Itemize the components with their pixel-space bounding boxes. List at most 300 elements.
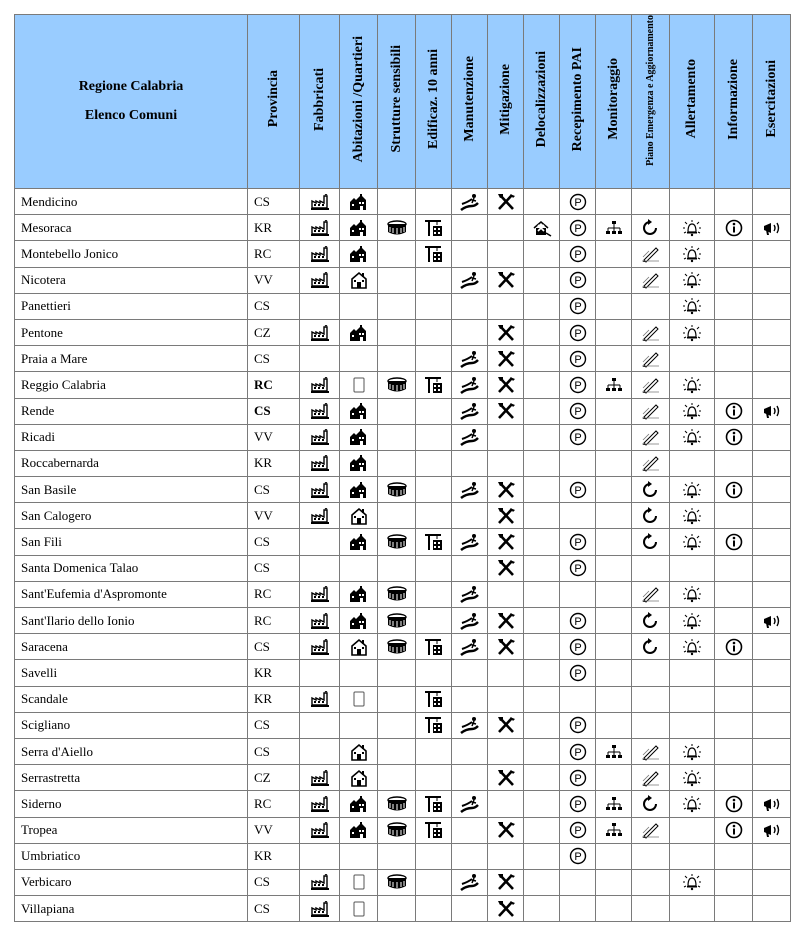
cell-piano (632, 319, 670, 345)
cell-delocalizzazioni (524, 738, 560, 764)
pen-icon (641, 821, 661, 839)
col-header-mitigazione: Mitigazione (488, 15, 524, 189)
cell-strutture (378, 215, 416, 241)
title-list: Elenco Comuni (84, 108, 178, 123)
cell-piano (632, 608, 670, 634)
cell-delocalizzazioni (524, 450, 560, 476)
cell-fabbricati (300, 712, 340, 738)
megaphone-icon (762, 402, 782, 420)
cell-mitigazione (488, 241, 524, 267)
cell-mitigazione (488, 765, 524, 791)
cell-strutture (378, 686, 416, 712)
cell-abitazioni (340, 634, 378, 660)
cell-edificaz (416, 869, 452, 895)
road-maintenance-icon (460, 873, 480, 891)
tools-icon (496, 821, 516, 839)
cell-delocalizzazioni (524, 372, 560, 398)
p-circle-icon (568, 743, 588, 761)
cell-delocalizzazioni (524, 398, 560, 424)
p-circle-icon (568, 193, 588, 211)
cell-edificaz (416, 189, 452, 215)
cell-mitigazione (488, 791, 524, 817)
cell-recepimento (560, 189, 596, 215)
cell-strutture (378, 319, 416, 345)
cell-fabbricati (300, 738, 340, 764)
cell-allertamento (670, 581, 715, 607)
cell-monitoraggio (596, 555, 632, 581)
cell-esercitazioni (753, 398, 791, 424)
cell-abitazioni (340, 372, 378, 398)
stadium-icon (387, 585, 407, 603)
cell-mitigazione (488, 608, 524, 634)
tools-icon (496, 533, 516, 551)
p-circle-icon (568, 376, 588, 394)
cell-monitoraggio (596, 215, 632, 241)
cell-edificaz (416, 398, 452, 424)
cell-allertamento (670, 215, 715, 241)
factory-icon (310, 769, 330, 787)
cell-esercitazioni (753, 686, 791, 712)
col-header-edificaz: Edificaz. 10 anni (416, 15, 452, 189)
megaphone-icon (762, 612, 782, 630)
cell-piano (632, 843, 670, 869)
alarm-bell-icon (682, 402, 702, 420)
cell-fabbricati (300, 817, 340, 843)
cell-piano (632, 424, 670, 450)
cell-monitoraggio (596, 503, 632, 529)
cell-abitazioni (340, 555, 378, 581)
p-circle-icon (568, 795, 588, 813)
col-header-abitazioni: Abitazioni /Quartieri (340, 15, 378, 189)
factory-icon (310, 612, 330, 630)
cell-informazione (715, 634, 753, 660)
factory-icon (310, 428, 330, 446)
megaphone-icon (762, 219, 782, 237)
cell-fabbricati (300, 869, 340, 895)
info-icon (724, 533, 744, 551)
stadium-icon (387, 481, 407, 499)
cell-allertamento (670, 450, 715, 476)
cell-piano (632, 686, 670, 712)
table-row (15, 581, 791, 607)
comune-name: Siderno (15, 791, 248, 817)
cell-monitoraggio (596, 450, 632, 476)
cell-piano (632, 293, 670, 319)
cell-strutture (378, 267, 416, 293)
table-row (15, 791, 791, 817)
alarm-bell-icon (682, 507, 702, 525)
cell-fabbricati (300, 215, 340, 241)
provincia-code: RC (248, 581, 300, 607)
cell-esercitazioni (753, 503, 791, 529)
table-row (15, 241, 791, 267)
cell-manutenzione (452, 267, 488, 293)
cell-mitigazione (488, 372, 524, 398)
cell-informazione (715, 738, 753, 764)
cell-recepimento (560, 503, 596, 529)
svg-text:P: P (573, 720, 582, 733)
table-row (15, 608, 791, 634)
houses-icon (349, 795, 369, 813)
house-outline-icon (349, 507, 369, 525)
svg-text:P: P (573, 484, 582, 497)
cell-recepimento (560, 555, 596, 581)
cell-delocalizzazioni (524, 319, 560, 345)
tools-icon (496, 638, 516, 656)
factory-icon (310, 402, 330, 420)
cell-monitoraggio (596, 319, 632, 345)
cell-recepimento (560, 712, 596, 738)
cell-piano (632, 477, 670, 503)
factory-icon (310, 900, 330, 918)
comune-name: Rende (15, 398, 248, 424)
cell-esercitazioni (753, 765, 791, 791)
cell-monitoraggio (596, 189, 632, 215)
cell-edificaz (416, 843, 452, 869)
cell-fabbricati (300, 843, 340, 869)
road-maintenance-icon (460, 533, 480, 551)
alarm-bell-icon (682, 428, 702, 446)
cell-mitigazione (488, 293, 524, 319)
table-row (15, 346, 791, 372)
cell-monitoraggio (596, 477, 632, 503)
provincia-code: CS (248, 189, 300, 215)
p-circle-icon (568, 481, 588, 499)
stadium-icon (387, 638, 407, 656)
info-icon (724, 638, 744, 656)
road-maintenance-icon (460, 612, 480, 630)
road-maintenance-icon (460, 376, 480, 394)
network-icon (604, 219, 624, 237)
cell-informazione (715, 843, 753, 869)
cell-delocalizzazioni (524, 817, 560, 843)
alarm-bell-icon (682, 219, 702, 237)
factory-icon (310, 454, 330, 472)
cell-delocalizzazioni (524, 293, 560, 319)
col-header-piano: Piano Emergenza e Aggiornamento (632, 15, 670, 189)
cell-fabbricati (300, 372, 340, 398)
p-circle-icon (568, 716, 588, 734)
cell-monitoraggio (596, 712, 632, 738)
table-row (15, 319, 791, 345)
p-circle-icon (568, 638, 588, 656)
cell-strutture (378, 581, 416, 607)
title-region: Regione Calabria (78, 79, 184, 94)
cell-fabbricati (300, 765, 340, 791)
svg-text:P: P (573, 432, 582, 445)
comune-name: Tropea (15, 817, 248, 843)
network-icon (604, 376, 624, 394)
cell-edificaz (416, 477, 452, 503)
cell-informazione (715, 869, 753, 895)
cell-manutenzione (452, 843, 488, 869)
cell-monitoraggio (596, 241, 632, 267)
info-icon (724, 219, 744, 237)
cell-mitigazione (488, 189, 524, 215)
building-crane-icon (424, 638, 444, 656)
cell-informazione (715, 503, 753, 529)
cell-delocalizzazioni (524, 346, 560, 372)
cell-manutenzione (452, 634, 488, 660)
cell-delocalizzazioni (524, 712, 560, 738)
cell-informazione (715, 241, 753, 267)
cell-piano (632, 189, 670, 215)
tools-icon (496, 873, 516, 891)
table-row (15, 869, 791, 895)
table-row (15, 686, 791, 712)
cell-strutture (378, 372, 416, 398)
comune-name: Umbriatico (15, 843, 248, 869)
cell-fabbricati (300, 660, 340, 686)
cell-allertamento (670, 319, 715, 345)
cell-allertamento (670, 765, 715, 791)
cell-esercitazioni (753, 869, 791, 895)
svg-text:P: P (573, 406, 582, 419)
svg-text:P: P (573, 353, 582, 366)
refresh-icon (641, 638, 661, 656)
cell-edificaz (416, 241, 452, 267)
cell-informazione (715, 712, 753, 738)
cell-recepimento (560, 346, 596, 372)
cell-informazione (715, 581, 753, 607)
cell-fabbricati (300, 319, 340, 345)
cell-esercitazioni (753, 843, 791, 869)
cell-manutenzione (452, 477, 488, 503)
cell-abitazioni (340, 189, 378, 215)
cell-manutenzione (452, 529, 488, 555)
cell-delocalizzazioni (524, 555, 560, 581)
cell-mitigazione (488, 686, 524, 712)
provincia-code: CS (248, 477, 300, 503)
cell-delocalizzazioni (524, 529, 560, 555)
table-row (15, 450, 791, 476)
cell-edificaz (416, 765, 452, 791)
cell-manutenzione (452, 398, 488, 424)
cell-monitoraggio (596, 817, 632, 843)
pen-icon (641, 743, 661, 761)
tools-icon (496, 559, 516, 577)
cell-mitigazione (488, 634, 524, 660)
cell-delocalizzazioni (524, 634, 560, 660)
refresh-icon (641, 481, 661, 499)
cell-piano (632, 346, 670, 372)
table-row (15, 398, 791, 424)
provincia-code: RC (248, 608, 300, 634)
cell-esercitazioni (753, 215, 791, 241)
cell-manutenzione (452, 791, 488, 817)
cell-abitazioni (340, 450, 378, 476)
cell-delocalizzazioni (524, 189, 560, 215)
cell-edificaz (416, 346, 452, 372)
cell-informazione (715, 765, 753, 791)
cell-piano (632, 869, 670, 895)
cell-piano (632, 791, 670, 817)
cell-strutture (378, 608, 416, 634)
road-maintenance-icon (460, 428, 480, 446)
cell-strutture (378, 293, 416, 319)
cell-informazione (715, 608, 753, 634)
cell-recepimento (560, 529, 596, 555)
tools-icon (496, 481, 516, 499)
cell-informazione (715, 896, 753, 922)
refresh-icon (641, 612, 661, 630)
cell-esercitazioni (753, 450, 791, 476)
alarm-bell-icon (682, 376, 702, 394)
provincia-code: KR (248, 660, 300, 686)
cell-fabbricati (300, 346, 340, 372)
svg-text:P: P (573, 248, 582, 261)
factory-icon (310, 507, 330, 525)
cell-recepimento (560, 896, 596, 922)
cell-informazione (715, 660, 753, 686)
pen-icon (641, 454, 661, 472)
svg-text:P: P (573, 825, 582, 838)
comune-name: Serra d'Aiello (15, 738, 248, 764)
table-row (15, 424, 791, 450)
tools-icon (496, 900, 516, 918)
cell-informazione (715, 555, 753, 581)
cell-abitazioni (340, 241, 378, 267)
p-circle-icon (568, 769, 588, 787)
cell-recepimento (560, 477, 596, 503)
p-circle-icon (568, 612, 588, 630)
cell-piano (632, 241, 670, 267)
cell-allertamento (670, 267, 715, 293)
cell-delocalizzazioni (524, 424, 560, 450)
cell-fabbricati (300, 581, 340, 607)
comune-name: Savelli (15, 660, 248, 686)
houses-icon (349, 428, 369, 446)
houses-icon (349, 245, 369, 263)
cell-informazione (715, 424, 753, 450)
cell-mitigazione (488, 555, 524, 581)
alarm-bell-icon (682, 612, 702, 630)
cell-delocalizzazioni (524, 581, 560, 607)
cell-allertamento (670, 346, 715, 372)
cell-mitigazione (488, 398, 524, 424)
table-row (15, 896, 791, 922)
p-circle-icon (568, 324, 588, 342)
cell-manutenzione (452, 896, 488, 922)
stadium-icon (387, 612, 407, 630)
cell-abitazioni (340, 765, 378, 791)
cell-recepimento (560, 241, 596, 267)
megaphone-icon (762, 821, 782, 839)
cell-mitigazione (488, 319, 524, 345)
table-row (15, 765, 791, 791)
table-row (15, 738, 791, 764)
cell-strutture (378, 346, 416, 372)
svg-text:P: P (573, 301, 582, 314)
info-icon (724, 402, 744, 420)
cell-strutture (378, 843, 416, 869)
alarm-bell-icon (682, 297, 702, 315)
cell-strutture (378, 477, 416, 503)
cell-fabbricati (300, 608, 340, 634)
info-icon (724, 481, 744, 499)
road-maintenance-icon (460, 350, 480, 368)
cell-allertamento (670, 398, 715, 424)
cell-piano (632, 372, 670, 398)
cell-manutenzione (452, 293, 488, 319)
cell-allertamento (670, 555, 715, 581)
svg-text:P: P (573, 746, 582, 759)
tools-icon (496, 769, 516, 787)
cell-abitazioni (340, 686, 378, 712)
cell-informazione (715, 189, 753, 215)
p-circle-icon (568, 559, 588, 577)
cell-esercitazioni (753, 660, 791, 686)
table-header (15, 15, 791, 189)
cell-edificaz (416, 686, 452, 712)
stadium-icon (387, 821, 407, 839)
houses-icon (349, 324, 369, 342)
stadium-icon (387, 795, 407, 813)
factory-icon (310, 193, 330, 211)
cell-recepimento (560, 424, 596, 450)
cell-informazione (715, 346, 753, 372)
cell-abitazioni (340, 529, 378, 555)
road-maintenance-icon (460, 585, 480, 603)
cell-esercitazioni (753, 346, 791, 372)
provincia-code: CS (248, 555, 300, 581)
tools-icon (496, 271, 516, 289)
svg-text:P: P (573, 798, 582, 811)
cell-strutture (378, 529, 416, 555)
building-crane-icon (424, 690, 444, 708)
cell-recepimento (560, 686, 596, 712)
refresh-icon (641, 507, 661, 525)
cell-delocalizzazioni (524, 608, 560, 634)
cell-informazione (715, 477, 753, 503)
cell-strutture (378, 791, 416, 817)
cell-delocalizzazioni (524, 241, 560, 267)
cell-manutenzione (452, 346, 488, 372)
cell-strutture (378, 555, 416, 581)
cell-monitoraggio (596, 608, 632, 634)
provincia-code: RC (248, 241, 300, 267)
stadium-icon (387, 873, 407, 891)
svg-text:P: P (573, 537, 582, 550)
svg-text:P: P (573, 851, 582, 864)
cell-piano (632, 267, 670, 293)
cell-recepimento (560, 581, 596, 607)
house-outline-icon (349, 271, 369, 289)
cell-piano (632, 215, 670, 241)
table-row (15, 293, 791, 319)
cell-esercitazioni (753, 267, 791, 293)
info-icon (724, 821, 744, 839)
comune-name: Saracena (15, 634, 248, 660)
refresh-icon (641, 219, 661, 237)
cell-fabbricati (300, 791, 340, 817)
cell-delocalizzazioni (524, 896, 560, 922)
svg-text:P: P (573, 196, 582, 209)
p-circle-icon (568, 402, 588, 420)
cell-abitazioni (340, 660, 378, 686)
cell-fabbricati (300, 450, 340, 476)
building-crane-icon (424, 533, 444, 551)
alarm-bell-icon (682, 873, 702, 891)
cell-mitigazione (488, 267, 524, 293)
col-header-informazione: Informazione (715, 15, 753, 189)
cell-informazione (715, 215, 753, 241)
cell-esercitazioni (753, 319, 791, 345)
cell-edificaz (416, 215, 452, 241)
cell-esercitazioni (753, 634, 791, 660)
p-circle-icon (568, 533, 588, 551)
cell-mitigazione (488, 424, 524, 450)
